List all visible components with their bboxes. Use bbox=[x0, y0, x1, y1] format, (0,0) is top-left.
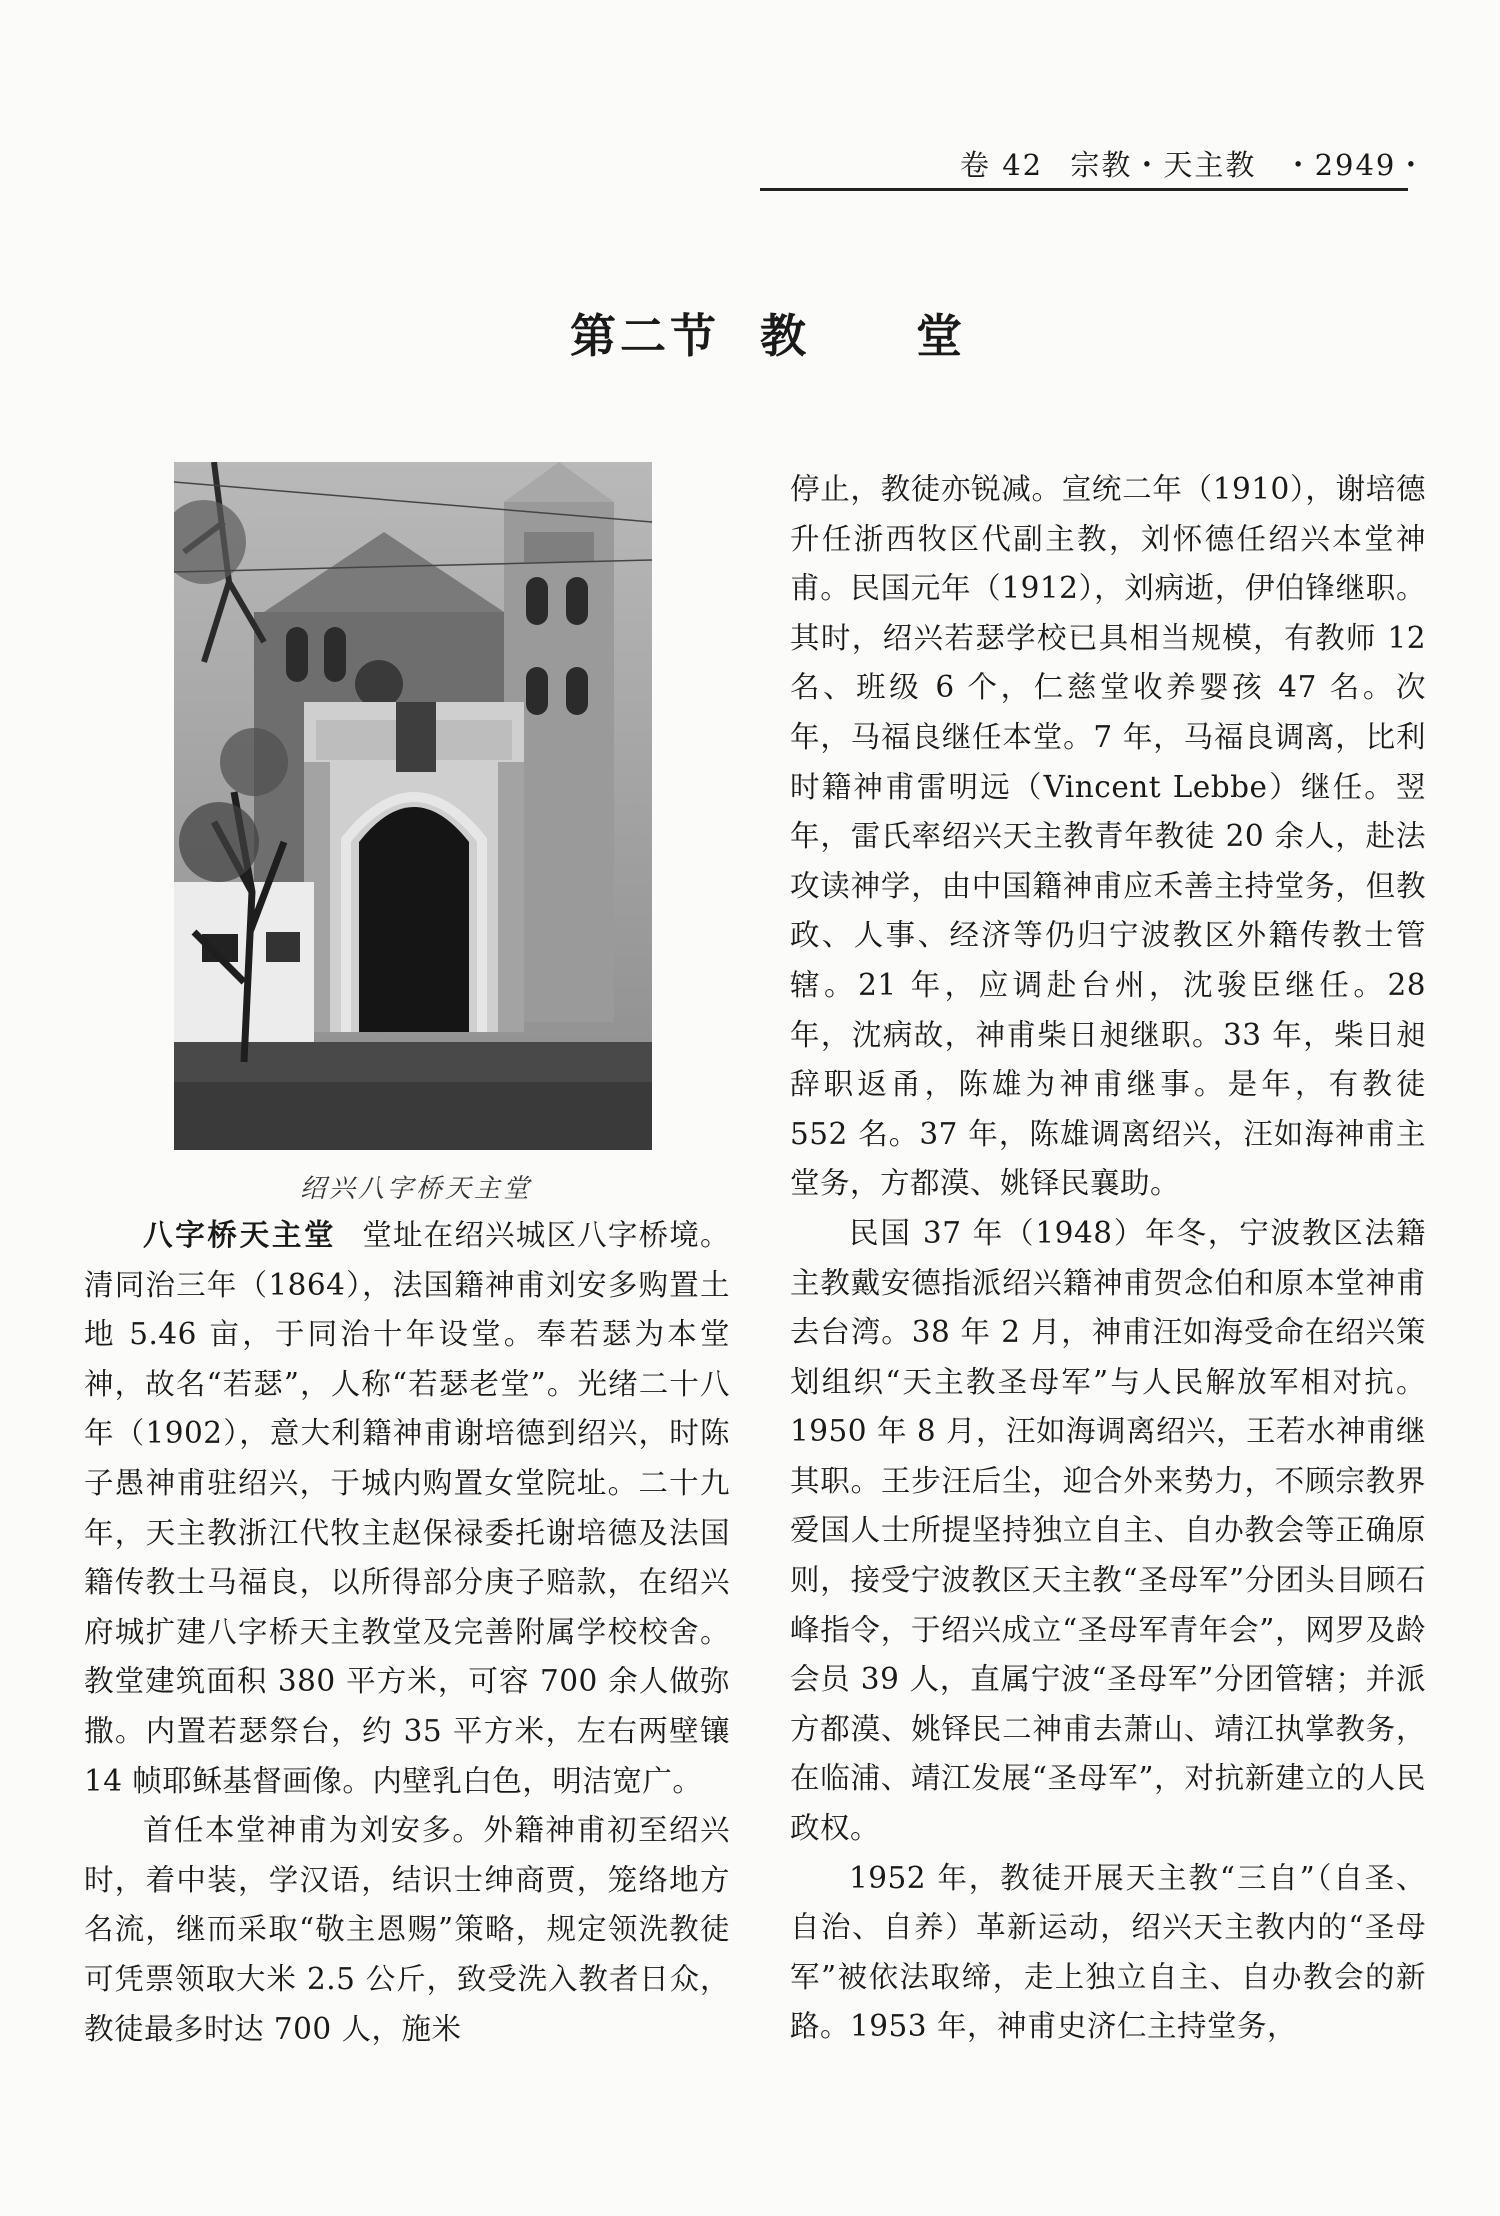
right-column bbox=[790, 465, 1426, 2052]
paragraph-text: 堂址在绍兴城区八字桥境。清同治三年（1864），法国籍神甫刘安多购置土地 5.46 亩，于同治十年设堂。奉若瑟为本堂神，故名“若瑟”，人称“若瑟老堂”。光绪二十八年（1902），意大利籍神甫谢培德到绍兴，时陈子愚神甫驻绍兴，于城内购置女堂院址。二十九年，天主教浙江代牧主赵保禄委托谢培德及法国籍传教士马福良，以所得部分庚子赔款，在绍兴府城扩建八字桥天主教堂及完善附属学校校舍。教堂建筑面积 380 平方米，可容 700 余人做弥撒。内置若瑟祭台，约 35 平方米，左右两壁镶 14 帧耶稣基督画像。内壁乳白色，明洁宽广。 bbox=[84, 1218, 730, 1798]
paragraph: 停止，教徒亦锐减。宣统二年（1910），谢培德升任浙西牧区代副主教，刘怀德任绍兴本堂神甫。民国元年（1912），刘病逝，伊伯锋继职。其时，绍兴若瑟学校已具相当规模，有教师 12 名、班级 6 个，仁慈堂收养婴孩 47 名。次年，马福良继任本堂。7 年，马福良调离，比利时籍神甫雷明远（Vincent Lebbe）继任。翌年，雷氏率绍兴天主教青年教徒 20 余人，赴法攻读神学，由中国籍神甫应禾善主持堂务，但教政、人事、经济等仍归宁波教区外籍传教士管辖。21 年，应调赴台州，沈骏臣继任。28 年，沈病故，神甫柴日昶继职。33 年，柴日昶辞职返甬，陈雄为神甫继事。是年，有教徒 552 名。37 年，陈雄调离绍兴，汪如海神甫主堂务，方都漠、姚铎民襄助。 bbox=[790, 472, 1426, 1201]
running-header bbox=[960, 143, 1443, 184]
paragraph: 民国 37 年（1948）年冬，宁波教区法籍主教戴安德指派绍兴籍神甫贺念伯和原本堂神甫去台湾。38 年 2 月，神甫汪如海受命在绍兴策划组织“天主教圣母军”与人民解放军相对抗。1950 年 8 月，汪如海调离绍兴，王若水神甫继其职。王步汪后尘，迎合外来势力，不顾宗教界爱国人士所提坚持独立自主、自办教会等正确原则，接受宁波教区天主教“圣母军”分团头目顾石峰指令，于绍兴成立“圣母军青年会”，网罗及龄会员 39 人，直属宁波“圣母军”分团管辖；并派方都漠、姚铎民二神甫去萧山、靖江执掌教务，在临浦、靖江发展“圣母军”，对抗新建立的人民政权。 bbox=[790, 1215, 1426, 1846]
section-number: 第二节 bbox=[570, 309, 720, 363]
page-number: ・2949・ bbox=[1283, 148, 1428, 182]
left-column bbox=[84, 1210, 730, 2054]
section-label: 宗教・天主教 bbox=[1070, 148, 1257, 182]
photo-caption: 绍兴八字桥天主堂 bbox=[300, 1174, 533, 1204]
paragraph bbox=[84, 1210, 730, 1806]
section-name: 教堂 bbox=[760, 309, 1072, 363]
header-rule bbox=[760, 188, 1408, 191]
entry-heading: 八字桥天主堂 bbox=[143, 1217, 337, 1252]
church-illustration bbox=[174, 462, 652, 1150]
paragraph: 1952 年，教徒开展天主教“三自”（自圣、自治、自养）革新运动，绍兴天主教内的“圣母军”被依法取缔，走上独立自主、自办教会的新路。1953 年，神甫史济仁主持堂务， bbox=[790, 1860, 1426, 2044]
volume-label: 卷 42 bbox=[960, 148, 1044, 182]
section-title bbox=[570, 300, 1072, 366]
church-photo bbox=[174, 462, 652, 1150]
paragraph: 首任本堂神甫为刘安多。外籍神甫初至绍兴时，着中装，学汉语，结识士绅商贾，笼络地方名流，继而采取“敬主恩赐”策略，规定领洗教徒可凭票领取大米 2.5 公斤，致受洗入教者日众，教徒最多时达 700 人，施米 bbox=[84, 1813, 730, 2046]
